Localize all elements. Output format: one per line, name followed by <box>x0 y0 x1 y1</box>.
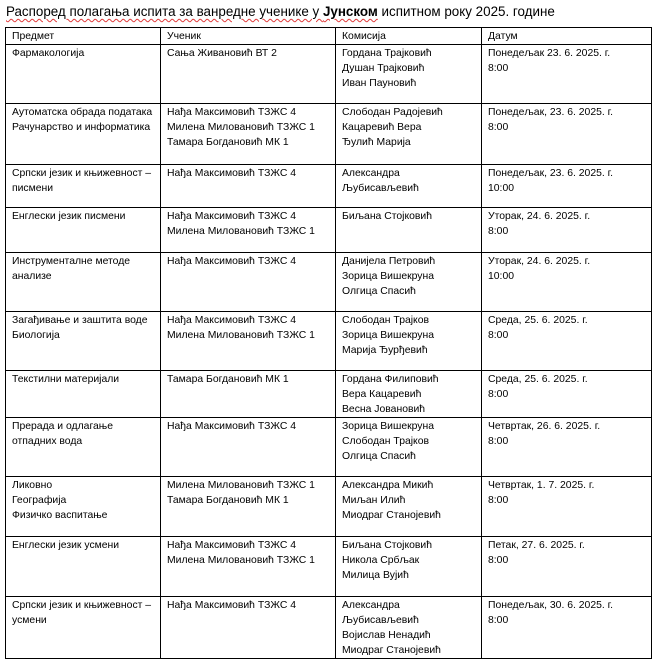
student-cell <box>161 371 336 418</box>
committee-cell <box>336 371 482 418</box>
title-term-bold: Јунском <box>322 4 378 19</box>
committee-cell <box>336 45 482 104</box>
subject-cell <box>6 537 161 597</box>
student-cell-line: Милена Миловановић ТЗЖС 1 <box>167 555 315 566</box>
committee-cell-line: Војислав Ненадић <box>342 630 431 641</box>
committee-cell-line: Миодраг Станојевић <box>342 645 441 656</box>
date-cell <box>482 418 652 477</box>
committee-cell-line: Биљана Стојковић <box>342 540 432 551</box>
date-cell <box>482 45 652 104</box>
committee-cell-line: Александра <box>342 168 400 179</box>
header-date: Датум <box>482 28 652 45</box>
date-cell <box>482 253 652 312</box>
table-row <box>6 371 652 418</box>
student-cell <box>161 477 336 537</box>
committee-cell-line: Марија Ђурђевић <box>342 345 428 356</box>
student-cell-line: Нађа Максимовић ТЗЖС 4 <box>167 315 297 326</box>
subject-cell <box>6 597 161 659</box>
committee-cell-line: Вера Кацаревић <box>342 389 422 400</box>
student-cell <box>161 312 336 371</box>
committee-cell-line: Олгица Спасић <box>342 286 416 297</box>
subject-cell <box>6 45 161 104</box>
student-cell-line: Тамара Богдановић МК 1 <box>167 495 289 506</box>
document-title <box>6 3 555 21</box>
date-cell <box>482 208 652 253</box>
subject-cell-line: Енглески језик писмени <box>12 211 126 222</box>
committee-cell <box>336 253 482 312</box>
subject-cell-line: Српски језик и књижевност – писмени <box>12 168 152 194</box>
committee-cell-line: Љубисављевић <box>342 615 419 626</box>
student-cell <box>161 418 336 477</box>
committee-cell-line: Ђулић Марија <box>342 137 411 148</box>
date-cell <box>482 371 652 418</box>
subject-cell-line: Физичко васпитање <box>12 510 108 521</box>
subject-cell-line: Текстилни материјали <box>12 374 120 385</box>
subject-cell <box>6 371 161 418</box>
student-cell <box>161 597 336 659</box>
student-cell <box>161 165 336 208</box>
student-cell-line: Нађа Максимовић ТЗЖС 4 <box>167 600 297 611</box>
subject-cell-line: Инструменталне методе анализе <box>12 256 131 282</box>
subject-cell <box>6 165 161 208</box>
student-cell-line: Сања Живановић ВТ 2 <box>167 48 277 59</box>
subject-cell <box>6 208 161 253</box>
date-cell-line: Понедељак 23. 6. 2025. г. <box>488 48 611 59</box>
committee-cell <box>336 537 482 597</box>
committee-cell <box>336 104 482 165</box>
date-cell-line: Уторак, 24. 6. 2025. г. <box>488 256 591 267</box>
header-committee: Комисија <box>336 28 482 45</box>
committee-cell-line: Кацаревић Вера <box>342 122 422 133</box>
date-cell-line: Среда, 25. 6. 2025. г. <box>488 374 588 385</box>
committee-cell-line: Слободан Радојевић <box>342 107 443 118</box>
title-text-start: Распоред полагања испита за ванредне ученике у <box>6 4 323 19</box>
committee-cell <box>336 418 482 477</box>
committee-cell-line: Миодраг Станојевић <box>342 510 441 521</box>
committee-cell-line: Зорица Вишекруна <box>342 421 435 432</box>
subject-cell <box>6 312 161 371</box>
date-cell <box>482 537 652 597</box>
student-cell-line: Нађа Максимовић ТЗЖС 4 <box>167 211 297 222</box>
table-row <box>6 537 652 597</box>
subject-cell-line: Фармакологија <box>12 48 85 59</box>
committee-cell-line: Александра Микић <box>342 480 434 491</box>
committee-cell-line: Слободан Трајков <box>342 315 430 326</box>
committee-cell-line: Гордана Трајковић <box>342 48 432 59</box>
subject-cell-line: Рачунарство и информатика <box>12 122 151 133</box>
subject-cell-line: Енглески језик усмени <box>12 540 120 551</box>
date-cell-line: 8:00 <box>488 495 509 506</box>
date-cell-line: 8:00 <box>488 555 509 566</box>
header-student: Ученик <box>161 28 336 45</box>
student-cell-line: Нађа Максимовић ТЗЖС 4 <box>167 107 297 118</box>
student-cell <box>161 104 336 165</box>
date-cell-line: 8:00 <box>488 226 509 237</box>
date-cell-line: 10:00 <box>488 271 515 282</box>
committee-cell-line: Слободан Трајков <box>342 436 430 447</box>
date-cell-line: Четвртак, 26. 6. 2025. г. <box>488 421 601 432</box>
subject-cell-line: Загађивање и заштита воде <box>12 315 148 326</box>
committee-cell-line: Данијела Петровић <box>342 256 436 267</box>
table-row <box>6 418 652 477</box>
student-cell <box>161 253 336 312</box>
committee-cell-line: Милица Вујић <box>342 570 409 581</box>
student-cell-line: Милена Миловановић ТЗЖС 1 <box>167 480 315 491</box>
committee-cell-line: Никола Србљак <box>342 555 420 566</box>
student-cell <box>161 537 336 597</box>
date-cell-line: Среда, 25. 6. 2025. г. <box>488 315 588 326</box>
subject-cell <box>6 418 161 477</box>
student-cell-line: Тамара Богдановић МК 1 <box>167 374 289 385</box>
table-row <box>6 45 652 104</box>
committee-cell <box>336 165 482 208</box>
subject-cell <box>6 253 161 312</box>
committee-cell-line: Миљан Илић <box>342 495 406 506</box>
committee-cell-line: Љубисављевић <box>342 183 419 194</box>
subject-cell <box>6 104 161 165</box>
student-cell <box>161 208 336 253</box>
subject-cell <box>6 477 161 537</box>
student-cell-line: Милена Миловановић ТЗЖС 1 <box>167 330 315 341</box>
committee-cell-line: Олгица Спасић <box>342 451 416 462</box>
student-cell-line: Нађа Максимовић ТЗЖС 4 <box>167 168 297 179</box>
table-row <box>6 104 652 165</box>
date-cell <box>482 104 652 165</box>
table-header-row <box>6 28 652 45</box>
date-cell-line: 8:00 <box>488 122 509 133</box>
committee-cell-line: Биљана Стојковић <box>342 211 432 222</box>
committee-cell-line: Зорица Вишекруна <box>342 271 435 282</box>
student-cell-line: Милена Миловановић ТЗЖС 1 <box>167 122 315 133</box>
committee-cell <box>336 597 482 659</box>
subject-cell-line: Аутоматска обрада података <box>12 107 153 118</box>
table-row <box>6 597 652 659</box>
date-cell-line: 10:00 <box>488 183 515 194</box>
exam-schedule-table <box>5 27 652 659</box>
student-cell-line: Милена Миловановић ТЗЖС 1 <box>167 226 315 237</box>
committee-cell <box>336 312 482 371</box>
date-cell-line: Петак, 27. 6. 2025. г. <box>488 540 585 551</box>
student-cell-line: Нађа Максимовић ТЗЖС 4 <box>167 540 297 551</box>
date-cell-line: Понедељак, 23. 6. 2025. г. <box>488 107 614 118</box>
date-cell <box>482 165 652 208</box>
date-cell-line: 8:00 <box>488 389 509 400</box>
student-cell-line: Нађа Максимовић ТЗЖС 4 <box>167 256 297 267</box>
committee-cell-line: Александра <box>342 600 400 611</box>
date-cell-line: Понедељак, 30. 6. 2025. г. <box>488 600 614 611</box>
subject-cell-line: Српски језик и књижевност – усмени <box>12 600 152 626</box>
header-subject: Предмет <box>6 28 161 45</box>
date-cell-line: Четвртак, 1. 7. 2025. г. <box>488 480 595 491</box>
table-row <box>6 208 652 253</box>
date-cell-line: 8:00 <box>488 615 509 626</box>
title-text-end: испитном року 2025. године <box>377 4 555 19</box>
subject-cell-line: Биологија <box>12 330 60 341</box>
student-cell-line: Нађа Максимовић ТЗЖС 4 <box>167 421 297 432</box>
subject-cell-line: Географија <box>12 495 67 506</box>
committee-cell-line: Душан Трајковић <box>342 63 425 74</box>
committee-cell-line: Гордана Филиповић <box>342 374 439 385</box>
table-row <box>6 312 652 371</box>
date-cell <box>482 477 652 537</box>
table-row <box>6 165 652 208</box>
date-cell-line: Понедељак, 23. 6. 2025. г. <box>488 168 614 179</box>
date-cell <box>482 312 652 371</box>
date-cell-line: 8:00 <box>488 63 509 74</box>
committee-cell <box>336 477 482 537</box>
committee-cell-line: Зорица Вишекруна <box>342 330 435 341</box>
committee-cell-line: Иван Пауновић <box>342 78 417 89</box>
date-cell <box>482 597 652 659</box>
subject-cell-line: Прерада и одлагање отпадних вода <box>12 421 114 447</box>
student-cell <box>161 45 336 104</box>
date-cell-line: Уторак, 24. 6. 2025. г. <box>488 211 591 222</box>
table-row <box>6 253 652 312</box>
date-cell-line: 8:00 <box>488 330 509 341</box>
table-row <box>6 477 652 537</box>
committee-cell-line: Весна Јовановић <box>342 404 426 415</box>
committee-cell <box>336 208 482 253</box>
subject-cell-line: Ликовно <box>12 480 53 491</box>
date-cell-line: 8:00 <box>488 436 509 447</box>
student-cell-line: Тамара Богдановић МК 1 <box>167 137 289 148</box>
